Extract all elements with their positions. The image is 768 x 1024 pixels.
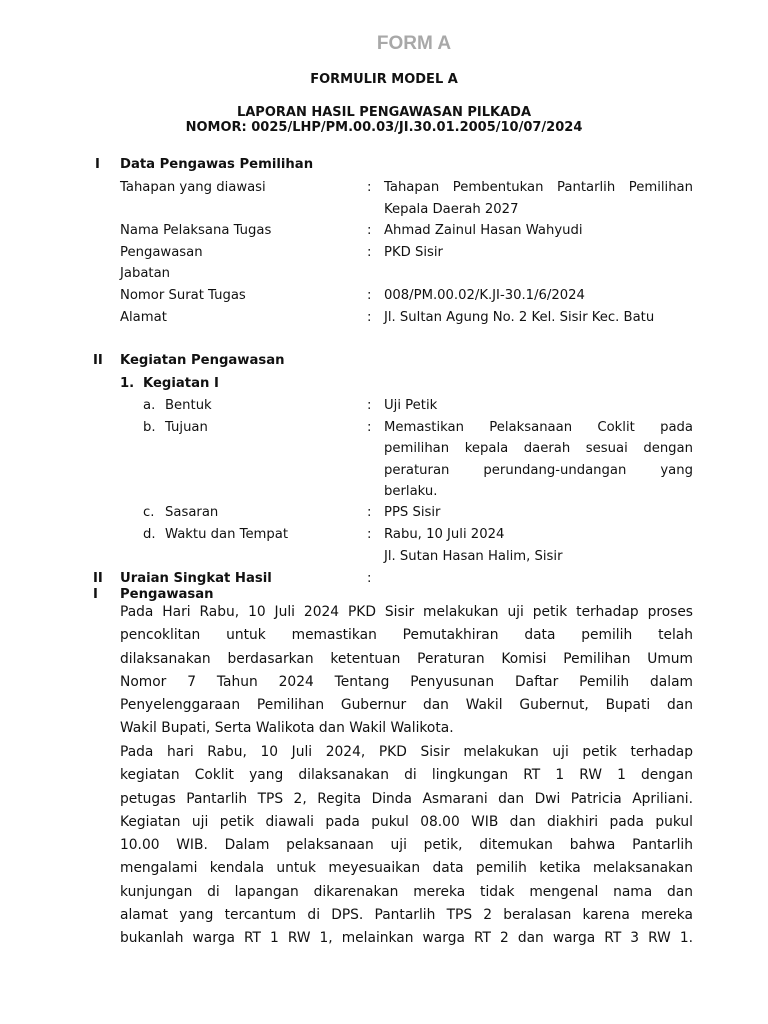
value-line: peraturan perundang-undangan yang [384,462,693,478]
field-colon: : [367,505,372,520]
item-letter: c. [143,505,155,520]
field-label-jabatan: Jabatan [120,266,171,281]
field-colon: : [367,310,372,325]
paragraph-line: 10.00 WIB. Dalam pelaksanaan uji petik, ditemukan bahwa Pantarlih [120,837,693,854]
field-label-tahapan: Tahapan yang diawasi [120,180,266,195]
field-label-pengawasan: Pengawasan [120,245,203,260]
field-colon: : [367,420,372,435]
paragraph-line: dilaksanakan berdasarkan ketentuan Peraturan Komisi Pemilihan Umum [120,650,693,667]
section-3-title: Uraian Singkat Hasil [120,571,272,586]
field-value-alamat: Jl. Sultan Agung No. 2 Kel. Sisir Kec. Batu [384,310,655,325]
item-letter: a. [143,398,156,413]
report-number: NOMOR: 0025/LHP/PM.00.03/JI.30.01.2005/10/07/2024 [185,120,583,135]
item-label-tujuan: Tujuan [165,420,208,435]
item-value-bentuk: Uji Petik [384,398,438,413]
section-1-title: Data Pengawas Pemilihan [120,157,314,172]
field-label-nomor-surat: Nomor Surat Tugas [120,288,246,303]
value-line: berlaku. [384,483,438,499]
summary-paragraph-1 [120,601,693,741]
field-colon: : [367,223,372,238]
field-colon: : [367,180,372,195]
item-label-waktu-tempat: Waktu dan Tempat [165,527,289,542]
field-label-nama-pelaksana: Nama Pelaksana Tugas [120,223,272,238]
report-title: LAPORAN HASIL PENGAWASAN PILKADA [236,105,532,120]
paragraph-line: Wakil Bupati, Serta Walikota dan Wakil Walikota. [120,720,454,737]
field-value-pengawasan: PKD Sisir [384,245,443,260]
value-line: Kepala Daerah 2027 [384,201,519,217]
form-title: FORMULIR MODEL A [310,72,458,87]
item-label-sasaran: Sasaran [165,505,219,520]
subsection-number: 1. [120,376,135,391]
value-line: Tahapan Pembentukan Pantarlih Pemilihan [384,180,693,195]
paragraph-line: Kegiatan uji petik diawali pada pukul 08.00 WIB dan diakhiri pada pukul [120,813,693,830]
paragraph-line: kunjungan di lapangan dikarenakan mereka tidak mengenal nama dan [120,883,693,900]
paragraph-line: Pada hari Rabu, 10 Juli 2024, PKD Sisir melakukan uji petik terhadap [120,744,693,760]
item-letter: b. [143,420,156,435]
field-colon: : [367,398,372,413]
item-value-tujuan [384,417,693,502]
section-2-title: Kegiatan Pengawasan [120,353,285,368]
field-colon: : [367,571,372,586]
section-3-title-cont: Pengawasan [120,587,214,602]
section-1-number: I [95,157,100,172]
item-value-tempat: Jl. Sutan Hasan Halim, Sisir [384,549,563,564]
section-3-number-cont: I [93,587,98,602]
paragraph-line: Nomor 7 Tahun 2024 Tentang Penyusunan Daftar Pemilih dalam [120,673,693,690]
item-letter: d. [143,527,156,542]
paragraph-line: Penyelenggaraan Pemilihan Gubernur dan Wakil Gubernut, Bupati dan [120,697,693,714]
value-line: pemilihan kepala daerah sesuai dengan [384,441,693,457]
section-3-number: II [93,571,103,586]
paragraph-line: alamat yang tercantum di DPS. Pantarlih TPS 2 beralasan karena mereka [120,907,693,924]
paragraph-line: bukanlah warga RT 1 RW 1, melainkan warga RT 2 dan warga RT 3 RW 1. [120,930,693,947]
field-colon: : [367,527,372,542]
section-2-number: II [93,353,103,368]
field-colon: : [367,245,372,260]
paragraph-line: mengalami kendala untuk meyesuaikan data pemilih ketika melaksanakan [120,860,693,877]
subsection-title: Kegiatan I [143,376,219,391]
field-colon: : [367,288,372,303]
form-stamp: FORM A [376,33,452,54]
value-line: Memastikan Pelaksanaan Coklit pada [384,420,693,435]
summary-paragraph-2 [120,741,693,951]
field-label-alamat: Alamat [120,310,167,325]
paragraph-line: Pada Hari Rabu, 10 Juli 2024 PKD Sisir melakukan uji petik terhadap proses [120,604,693,620]
field-value-nomor-surat: 008/PM.00.02/K.JI-30.1/6/2024 [384,288,585,303]
field-value-nama: Ahmad Zainul Hasan Wahyudi [384,223,583,238]
field-value-tahapan [384,177,693,220]
paragraph-line: kegiatan Coklit yang dilaksanakan di lingkungan RT 1 RW 1 dengan [120,767,693,784]
paragraph-line: pencoklitan untuk memastikan Pemutakhiran data pemilih telah [120,627,693,644]
paragraph-line: petugas Pantarlih TPS 2, Regita Dinda Asmarani dan Dwi Patricia Apriliani. [120,790,693,807]
item-value-sasaran: PPS Sisir [384,505,441,520]
item-value-waktu: Rabu, 10 Juli 2024 [384,527,505,542]
item-label-bentuk: Bentuk [165,398,212,413]
